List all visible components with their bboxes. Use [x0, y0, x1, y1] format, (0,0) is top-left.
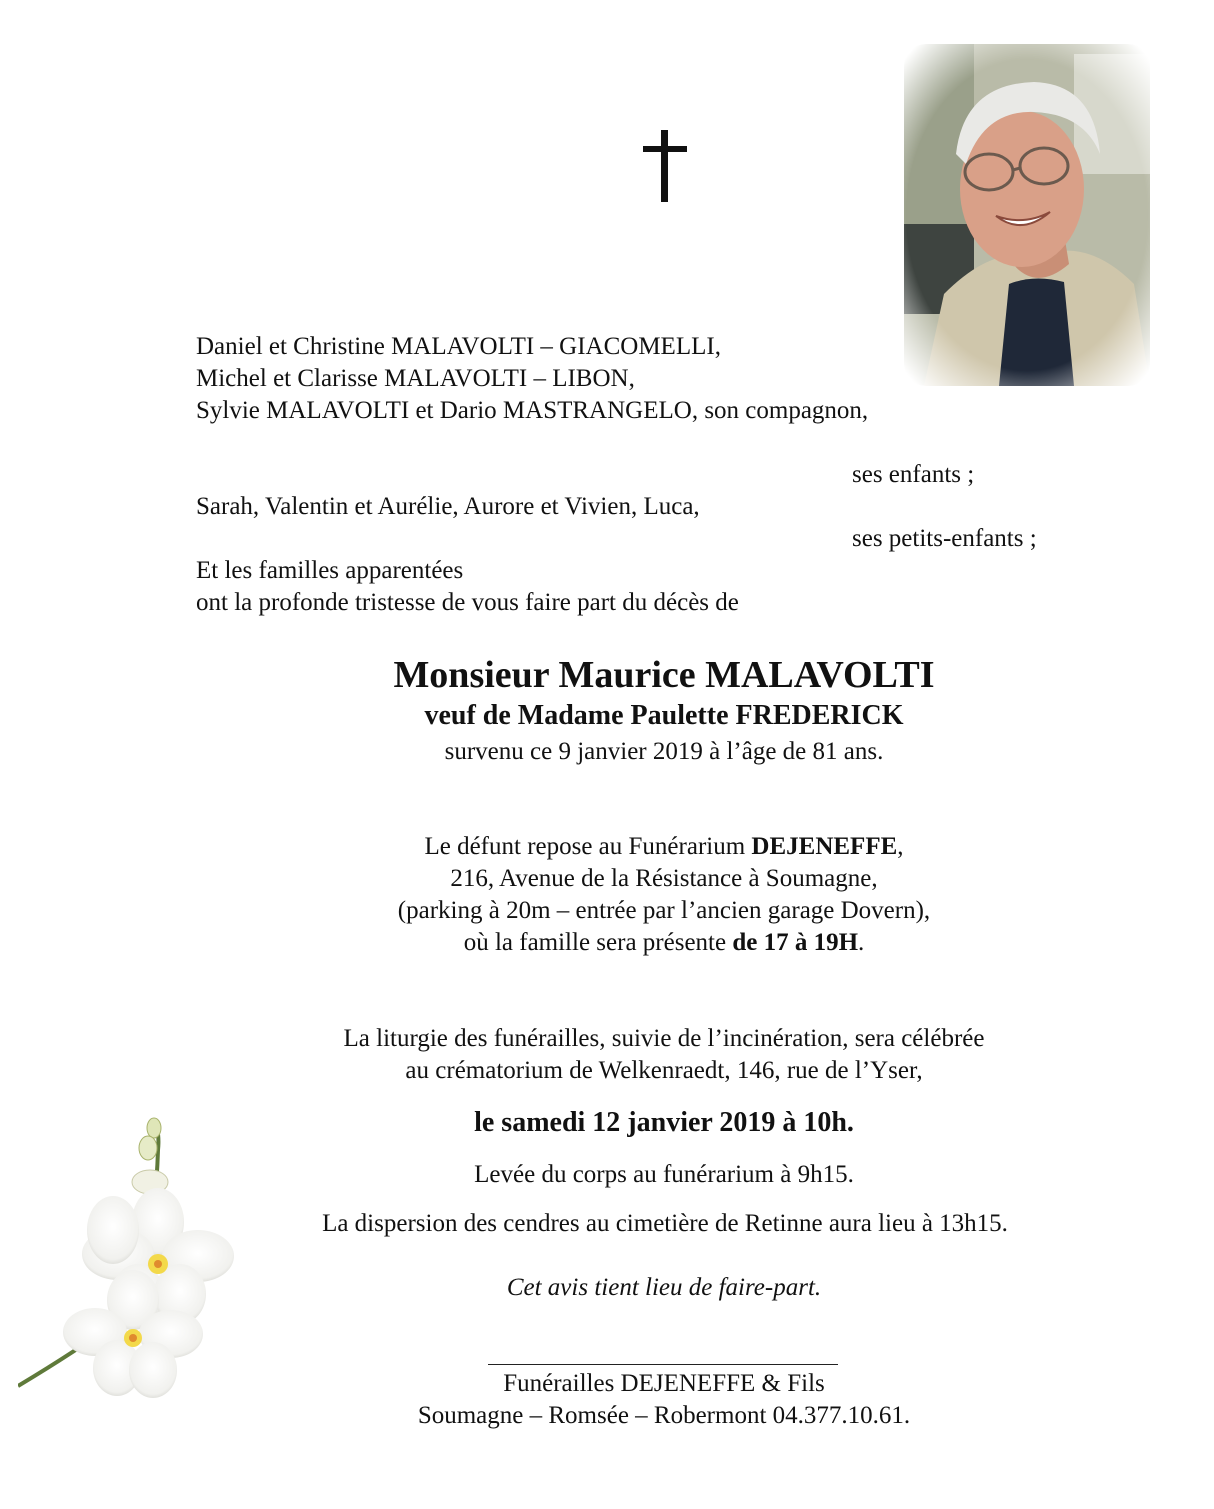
funeral-home-name: Funérailles DEJENEFFE & Fils	[503, 1370, 825, 1397]
children-label: ses enfants ;	[852, 461, 975, 488]
visitation-hours-suffix: .	[858, 929, 865, 956]
funerarium-name: DEJENEFFE	[751, 833, 898, 860]
visitation-line-1	[264, 831, 1064, 863]
children-line-3: Sylvie MALAVOLTI et Dario MASTRANGELO, son compagnon,	[196, 397, 869, 424]
visitation-line-1-prefix: Le défunt repose au Funérarium	[424, 833, 752, 860]
ceremony-date: le samedi 12 janvier 2019 à 10h.	[474, 1107, 854, 1138]
deceased-name: Monsieur Maurice MALAVOLTI	[393, 654, 935, 696]
announcement-line: ont la profonde tristesse de vous faire part du décès de	[196, 589, 739, 616]
orchid-icon	[18, 1110, 258, 1410]
children-line-2: Michel et Clarisse MALAVOLTI – LIBON,	[196, 365, 635, 392]
visitation-line-1-suffix: ,	[897, 833, 904, 860]
children-line-1: Daniel et Christine MALAVOLTI – GIACOMELLI,	[196, 333, 721, 360]
portrait-illustration	[904, 44, 1150, 386]
portrait-photo	[904, 44, 1150, 386]
death-date-line: survenu ce 9 janvier 2019 à l’âge de 81 ans.	[444, 738, 884, 765]
widow-line: veuf de Madame Paulette FREDERICK	[424, 700, 904, 731]
ceremony-line-1: La liturgie des funérailles, suivie de l’incinération, sera célébrée	[343, 1025, 985, 1052]
grandchildren-line: Sarah, Valentin et Aurélie, Aurore et Vivien, Luca,	[196, 493, 700, 520]
visitation-address: 216, Avenue de la Résistance à Soumagne,	[450, 865, 878, 892]
signature-rule	[488, 1364, 838, 1365]
funeral-home-contact: Soumagne – Romsée – Robermont 04.377.10.61.	[417, 1402, 911, 1429]
visitation-hours-line	[264, 927, 1064, 959]
grandchildren-label: ses petits-enfants ;	[852, 525, 1037, 552]
relatives-line: Et les familles apparentées	[196, 557, 464, 584]
levee-line: Levée du corps au funérarium à 9h15.	[474, 1161, 854, 1188]
ceremony-line-2: au crématorium de Welkenraedt, 146, rue de l’Yser,	[405, 1057, 923, 1084]
visitation-parking: (parking à 20m – entrée par l’ancien garage Dovern),	[397, 897, 931, 924]
visitation-hours: de 17 à 19H	[732, 929, 859, 956]
visitation-hours-prefix: où la famille sera présente	[463, 929, 733, 956]
cross-icon	[640, 130, 690, 202]
notice-line: Cet avis tient lieu de faire-part.	[506, 1274, 822, 1301]
dispersion-line: La dispersion des cendres au cimetière de Retinne aura lieu à 13h15.	[322, 1210, 1008, 1237]
